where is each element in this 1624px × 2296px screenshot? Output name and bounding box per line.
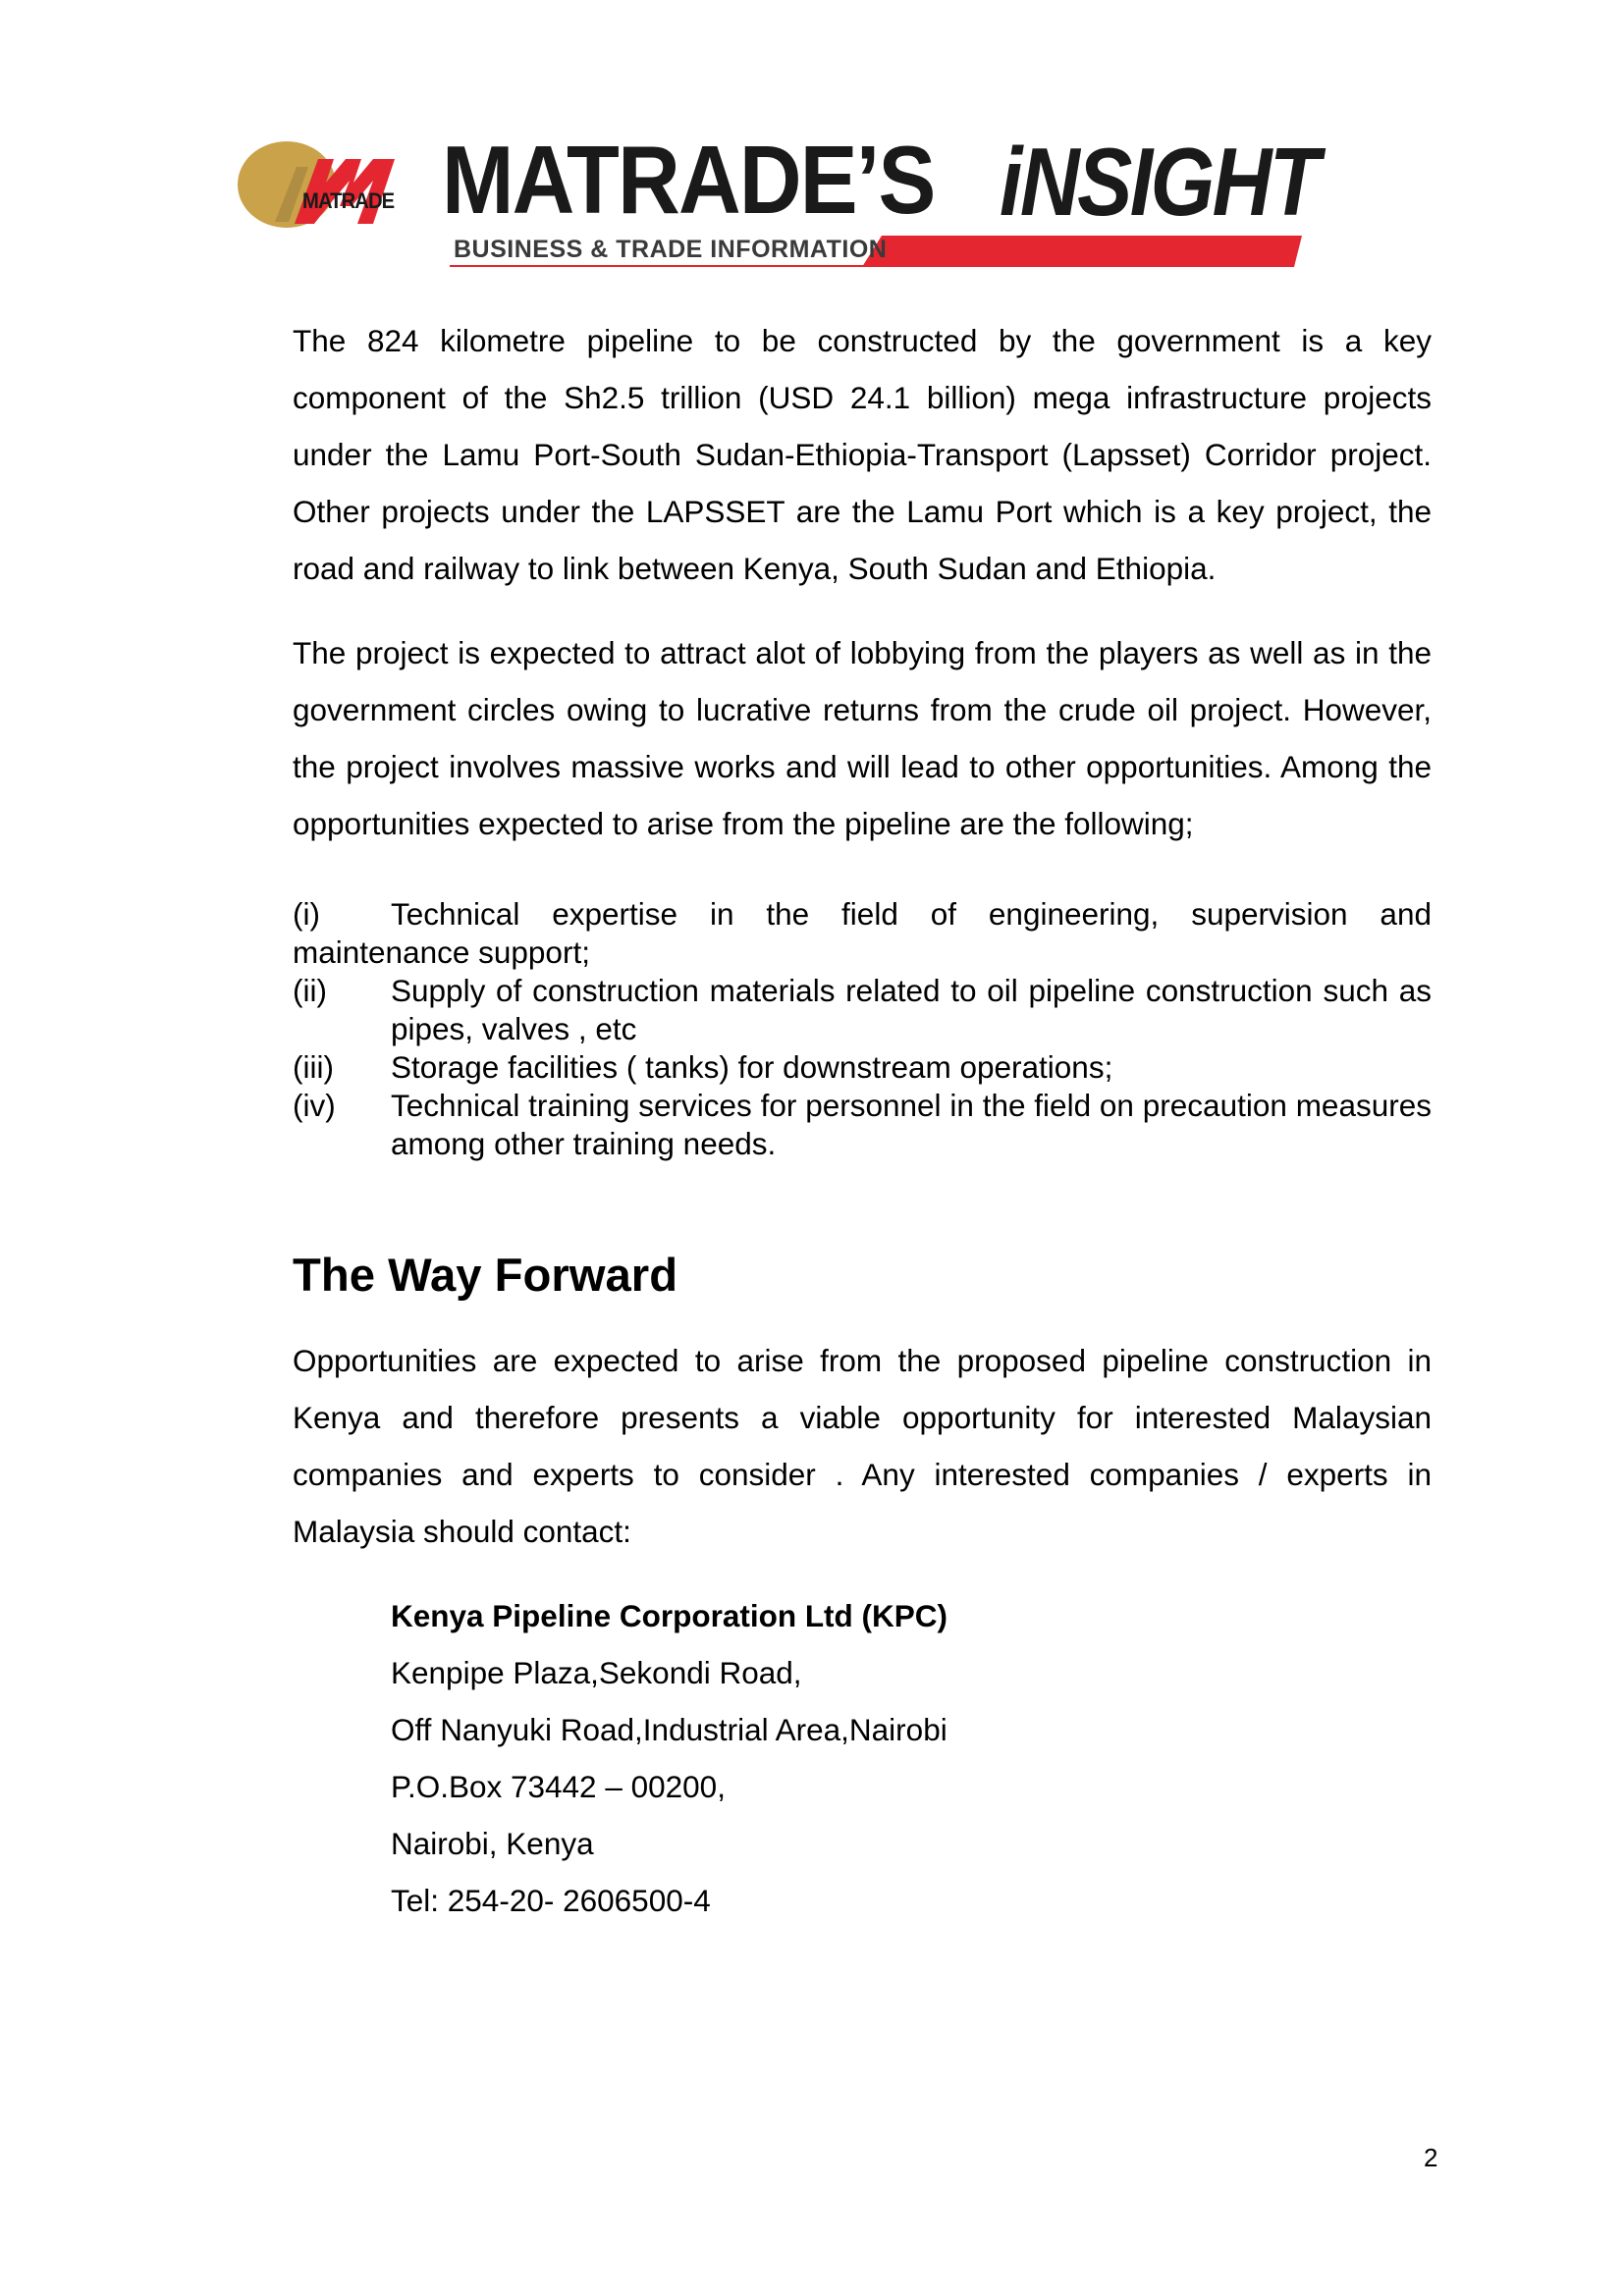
section-heading-way-forward: The Way Forward (293, 1250, 678, 1302)
list-item-first-line (293, 895, 1432, 934)
list-item (293, 1048, 1432, 1087)
contact-address-line: Off Nanyuki Road,Industrial Area,Nairobi (391, 1712, 947, 1747)
contact-telephone: Tel: 254-20- 2606500-4 (391, 1883, 711, 1918)
contact-address-line: Kenpipe Plaza,Sekondi Road, (391, 1655, 802, 1690)
brand-subtitle: BUSINESS & TRADE INFORMATION (454, 236, 888, 263)
list-item (293, 972, 1432, 1048)
brand-title-accent: iNSIGHT (1000, 128, 1318, 236)
article-body (293, 312, 1432, 1929)
matrade-logo-icon (236, 133, 405, 241)
list-item-number: (i) (293, 896, 320, 932)
contact-city: Nairobi, Kenya (391, 1826, 594, 1861)
brand-title: MATRADE’S (442, 126, 935, 234)
contact-organisation-name: Kenya Pipeline Corporation Ltd (KPC) (391, 1598, 948, 1633)
list-item-text: Technical training services for personnel in the field on precaution measures among other training needs. (391, 1088, 1432, 1161)
list-item-continuation: maintenance support; (293, 934, 590, 970)
list-item (293, 1087, 1432, 1163)
list-item-text: Technical expertise in the field of engineering, supervision and (391, 896, 1432, 932)
list-item (293, 895, 1432, 972)
contact-po-box: P.O.Box 73442 – 00200, (391, 1769, 726, 1804)
paragraph-project-opportunities: The project is expected to attract alot of lobbying from the players as well as in the government circles owing to lucrative returns from the crude oil project. However, the project involves massive works and will lead to other opportunities. Among the opportunities expected to arise from the pipeline are the following; (293, 635, 1432, 841)
list-item-text: Storage facilities ( tanks) for downstream operations; (391, 1049, 1113, 1085)
page-number: 2 (1424, 2143, 1438, 2172)
paragraph-way-forward: Opportunities are expected to arise from the proposed pipeline construction in Kenya and therefore presents a viable opportunity for interested Malaysian companies and experts to consider . Any interested companies / experts in Malaysia should contact: (293, 1343, 1432, 1549)
paragraph-pipeline-overview: The 824 kilometre pipeline to be constructed by the government is a key component of the Sh2.5 trillion (USD 24.1 billion) mega infrastructure projects under the Lamu Port-South Sudan-Ethiopia-Transport (Lapsset) Corridor project. Other projects under the LAPSSET are the Lamu Port which is a key project, the road and railway to link between Kenya, South Sudan and Ethiopia. (293, 323, 1432, 586)
matrade-insight-banner (236, 126, 1335, 263)
list-item-number: (ii) (293, 973, 327, 1008)
opportunities-list (293, 895, 1432, 1163)
contact-block (391, 1587, 1432, 1929)
list-item-number: (iv) (293, 1088, 336, 1123)
list-item-text: Supply of construction materials related to oil pipeline construction such as pipes, valves , etc (391, 973, 1432, 1046)
list-item-number: (iii) (293, 1049, 334, 1085)
logo-mark-label: MATRADE (302, 188, 395, 213)
